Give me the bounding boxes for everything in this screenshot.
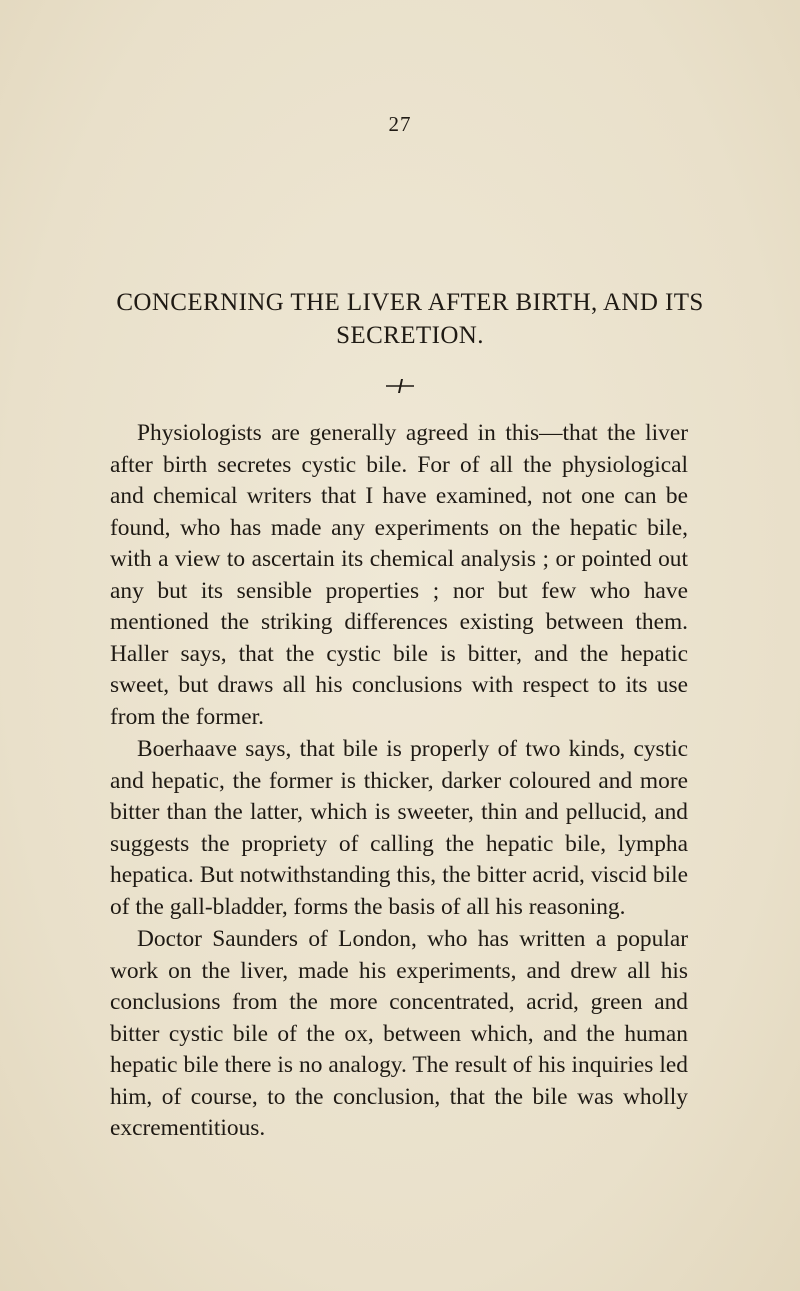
paragraph-boerhaave: Boerhaave says, that bile is properly of two kinds, cystic and hepatic, the former is thicker, darker coloured and more bitter than the latter, which is sweeter, thin and pellucid, and suggests the propriety of calling the hepatic bile, lympha hepatica. But notwithstanding this, the bitter acrid, viscid bile of the gall-bladder, forms the basis of all his reasoning. bbox=[110, 736, 688, 920]
paragraph-physiologists: Physiologists are generally agreed in this—that the liver after birth secretes cystic bile. For of all the physiological and chemical writers that I have examined, not one can be found, who has made any experiments on the hepatic bile, with a view to ascertain its chemical analysis ; or pointed out any but its sensible properties ; nor but few who have mentioned the striking differences existing between them. Haller says, that the cystic bile is bitter, and the hepatic sweet, but draws all his conclusions with respect to its use from the former. bbox=[110, 420, 688, 730]
page-number: 27 bbox=[388, 112, 412, 136]
paragraph-saunders: Doctor Saunders of London, who has written a popular work on the liver, made his experiments, and drew all his conclusions from the more concentrated, acrid, green and bitter cystic bile of the ox, between which, and the human hepatic bile there is no analogy. The result of his inquiries led him, of course, to the conclusion, that the bile was wholly excrementitious. bbox=[110, 926, 688, 1141]
rule-ornament-icon bbox=[380, 376, 420, 396]
body-text bbox=[110, 418, 688, 1145]
chapter-title: CONCERNING THE LIVER AFTER BIRTH, AND ITS SECRETION. bbox=[116, 289, 704, 349]
